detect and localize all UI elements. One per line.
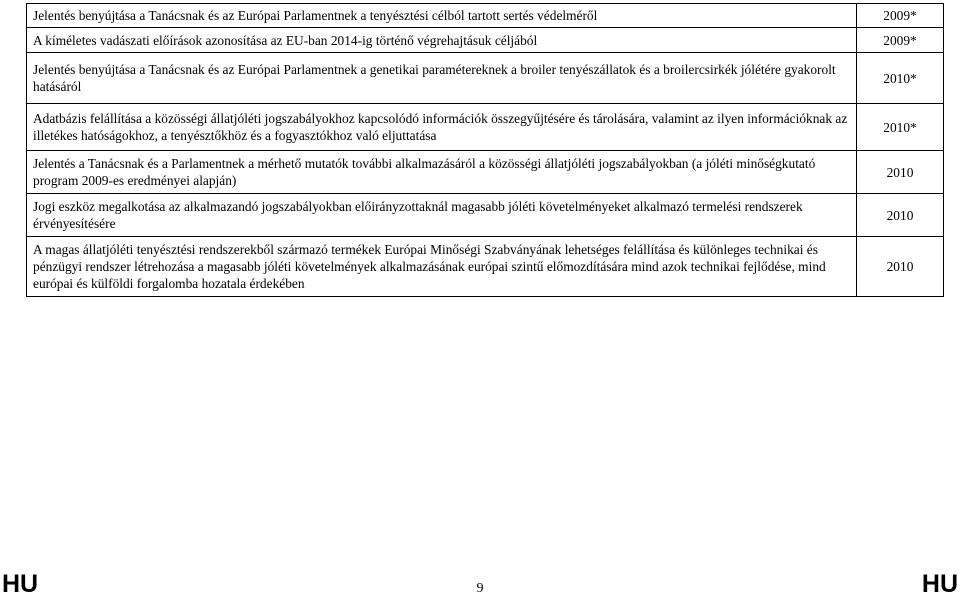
schedule-table — [26, 3, 944, 297]
row-year: 2010 — [857, 151, 944, 194]
row-year: 2010* — [857, 53, 944, 104]
table-row — [27, 53, 944, 104]
row-description: A kíméletes vadászati előírások azonosítása az EU-ban 2014-ig történő végrehajtásuk céljából — [27, 28, 857, 53]
table-row — [27, 194, 944, 237]
table-row — [27, 151, 944, 194]
footer-language-code-left: HU — [2, 570, 39, 598]
row-description: Jogi eszköz megalkotása az alkalmazandó jogszabályokban előirányzottaknál magasabb jóléti követelményeket alkalmazó termelési rendszerek érvényesítésére — [27, 194, 857, 237]
footer-language-code-right: HU — [921, 570, 958, 598]
table-row — [27, 4, 944, 28]
row-year: 2010* — [857, 104, 944, 151]
row-description: Jelentés benyújtása a Tanácsnak és az Európai Parlamentnek a genetikai paramétereknek a broiler tenyészállatok és a broilercsirkék jólétére gyakorolt hatásáról — [27, 53, 857, 104]
table-row — [27, 104, 944, 151]
row-description: A magas állatjóléti tenyésztési rendszerekből származó termékek Európai Minőségi Szabványának lehetséges felállítása és különleges technikai és pénzügyi rendszer létrehozása a magasabb jóléti követelmények alkalmazásának európai szintű előmozdítására mind azok technikai fejlődése, mind európai és külföldi forgalomba hozatala érdekében — [27, 237, 857, 297]
row-description: Jelentés benyújtása a Tanácsnak és az Európai Parlamentnek a tenyésztési célból tartott sertés védelméről — [27, 4, 857, 28]
table-row — [27, 28, 944, 53]
row-year: 2010 — [857, 237, 944, 297]
row-year: 2009* — [857, 28, 944, 53]
row-description: Jelentés a Tanácsnak és a Parlamentnek a mérhető mutatók további alkalmazásáról a közösségi állatjóléti jogszabályokban (a jóléti minőségkutató program 2009-es eredményei alapján) — [27, 151, 857, 194]
page-number: 9 — [476, 581, 484, 596]
row-year: 2010 — [857, 194, 944, 237]
row-year: 2009* — [857, 4, 944, 28]
row-description: Adatbázis felállítása a közösségi állatjóléti jogszabályokhoz kapcsolódó információk összegyűjtésére és tárolására, valamint az ilyen információknak az illetékes hatóságokhoz, a tenyésztőkhöz és a fogyasztókhoz való eljuttatása — [27, 104, 857, 151]
table-row — [27, 237, 944, 297]
